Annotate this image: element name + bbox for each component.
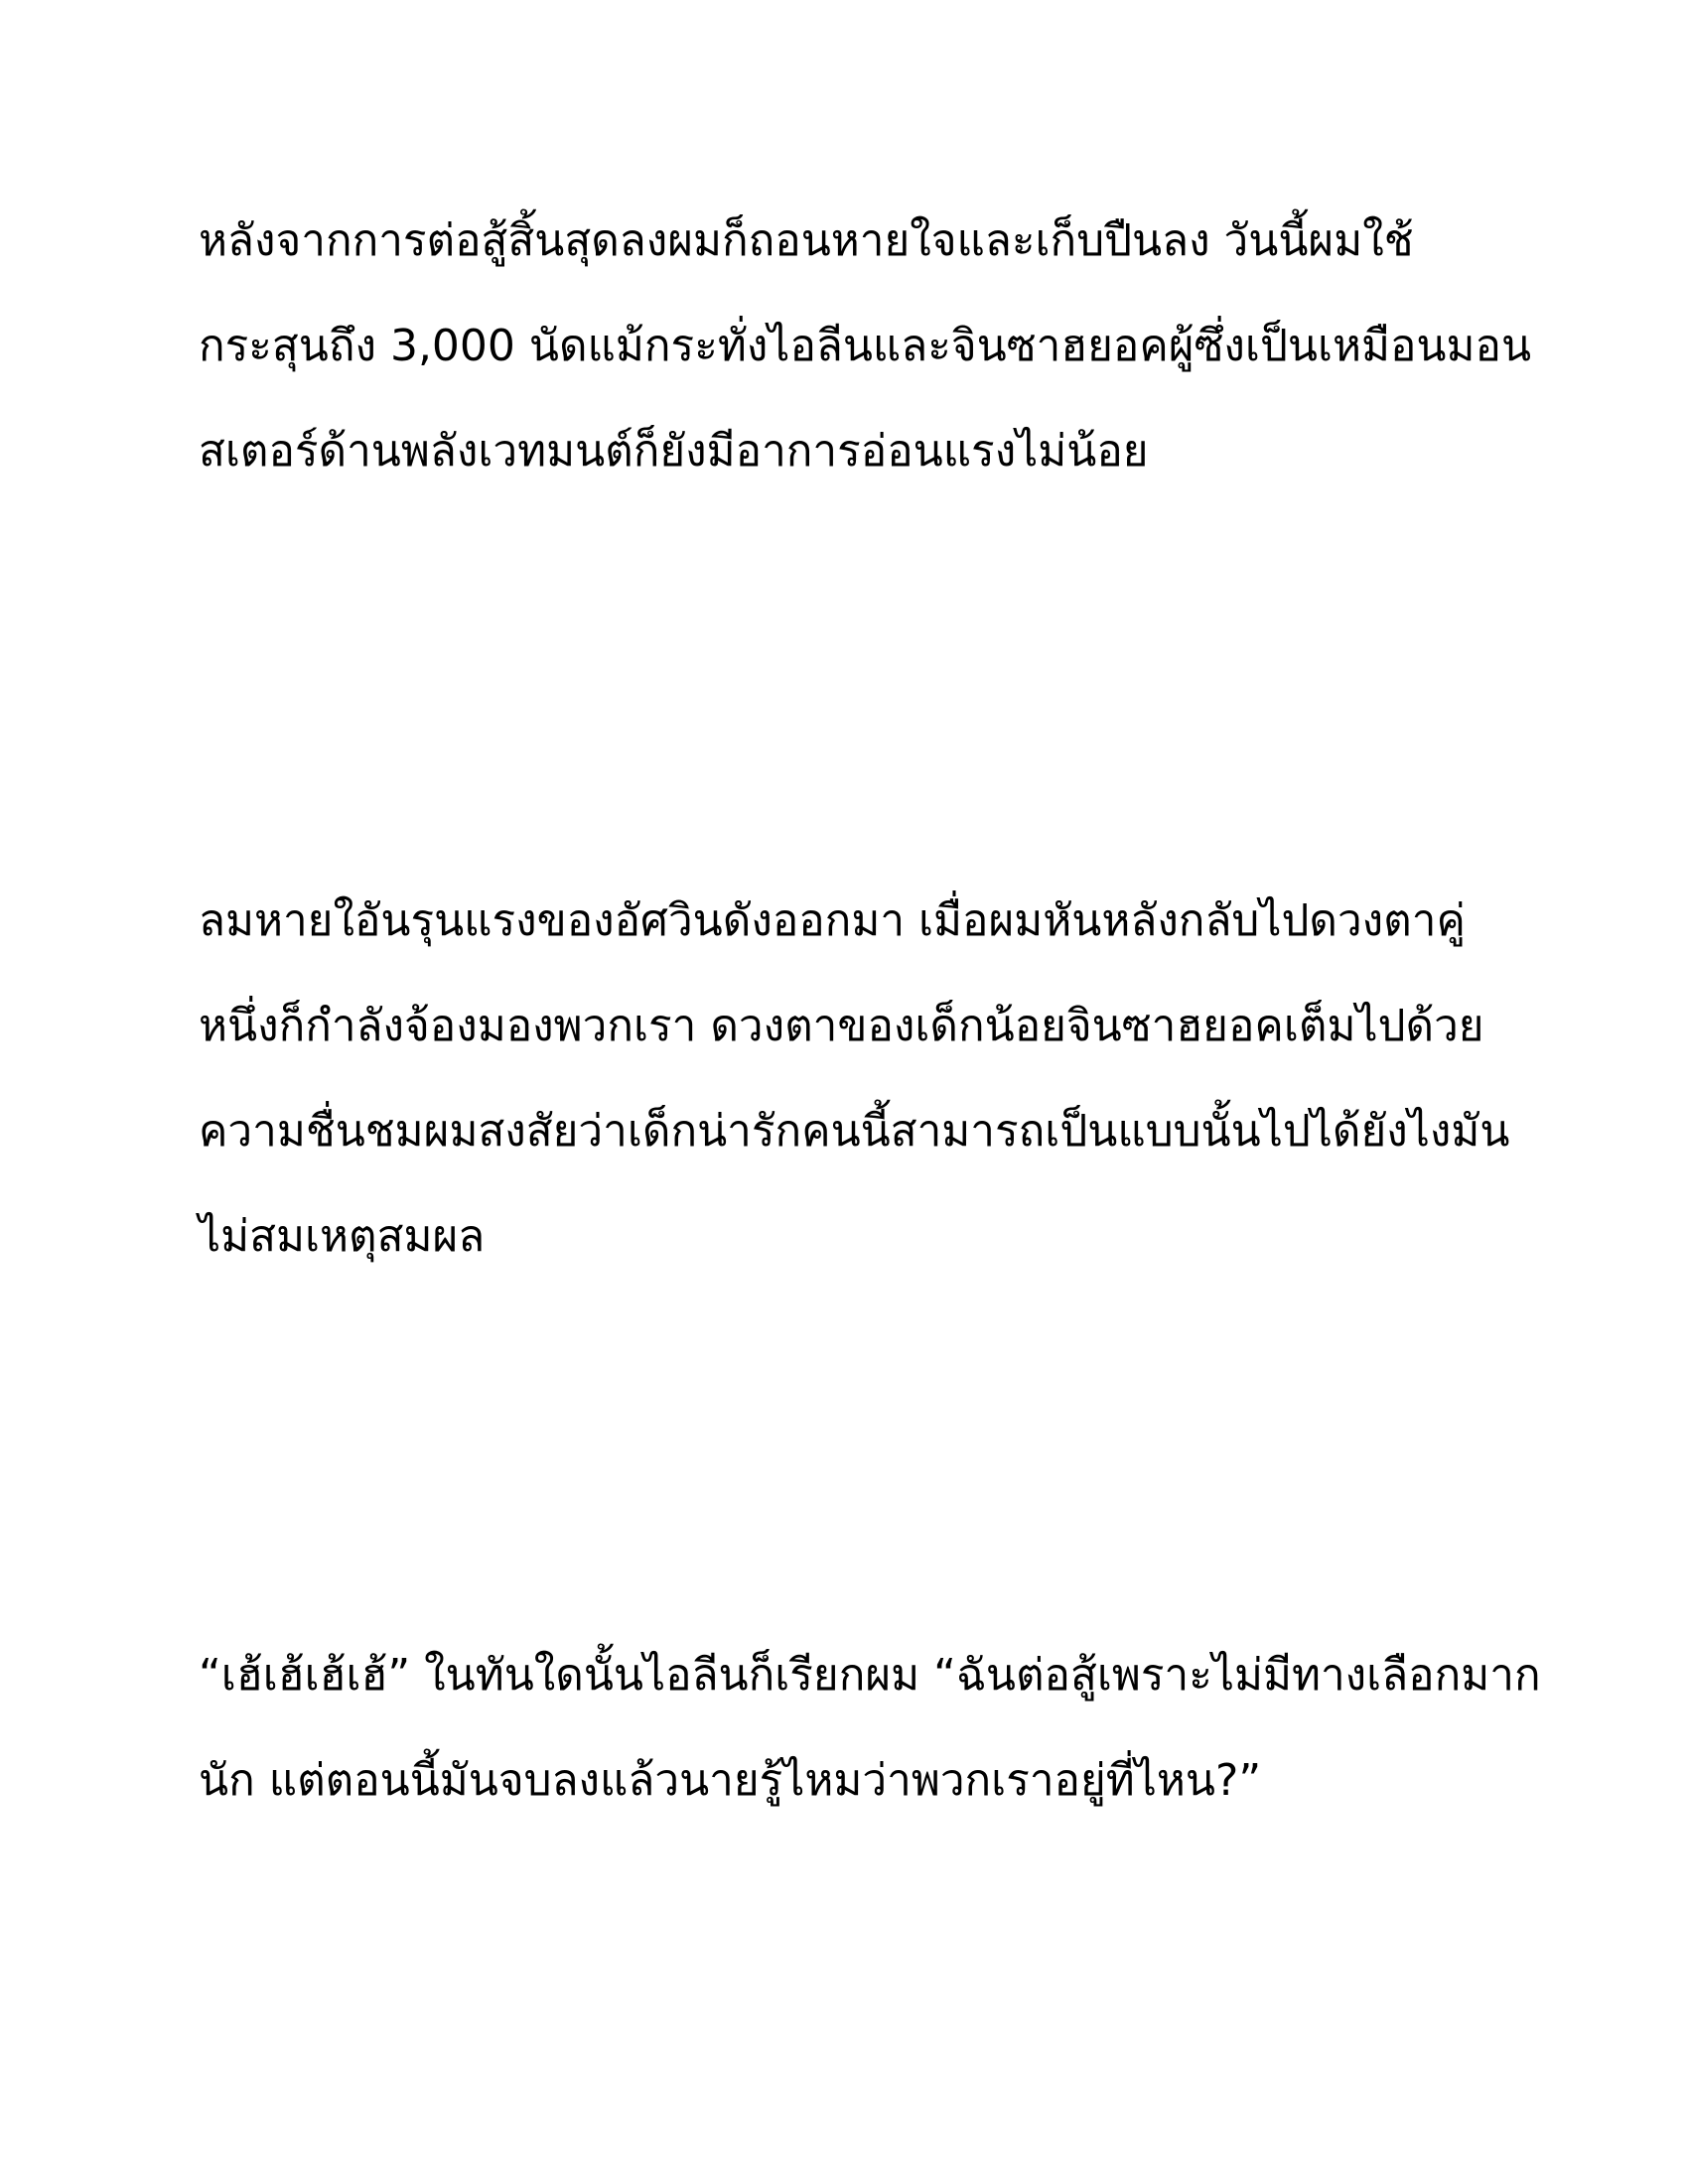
text-line: หนึ่งก็กำลังจ้องมองพวกเรา ดวงตาของเด็กน้อยจินซาฮยอคเต็มไปด้วย (199, 1001, 1484, 1051)
text-line: ความชื่นชมผมสงสัยว่าเด็กน่ารักคนนี้สามารถเป็นแบบนั้นไปได้ยังไงมัน (199, 1106, 1510, 1157)
paragraph-2 (199, 869, 1509, 1290)
text-line: สเตอร์ด้านพลังเวทมนต์ก็ยังมีอาการอ่อนแรงไม่น้อย (199, 426, 1149, 477)
text-line: ไม่สมเหตุสมผล (199, 1211, 486, 1262)
paragraph-3 (199, 1623, 1541, 1834)
text-line: กระสุนถึง 3,000 นัดแม้กระทั่งไอลีนและจินซาฮยอคผู้ซึ่งเป็นเหมือนมอน (199, 321, 1532, 371)
text-line: “เฮ้เฮ้เฮ้เฮ้” ในทันใดนั้นไอลีนก็เรียกผม “ฉันต่อสู้เพราะไม่มีทางเลือกมาก (199, 1650, 1541, 1701)
text-line: หลังจากการต่อสู้สิ้นสุดลงผมก็ถอนหายใจและเก็บปืนลง วันนี้ผมใช้ (199, 215, 1414, 266)
paragraph-1 (199, 189, 1532, 504)
text-line: นัก แต่ตอนนี้มันจบลงแล้วนายรู้ไหมว่าพวกเราอยู่ที่ไหน?” (199, 1755, 1262, 1806)
text-line: ลมหายใอันรุนแรงของอัศวินดังออกมา เมื่อผมหันหลังกลับไปดวงตาคู่ (199, 895, 1466, 946)
